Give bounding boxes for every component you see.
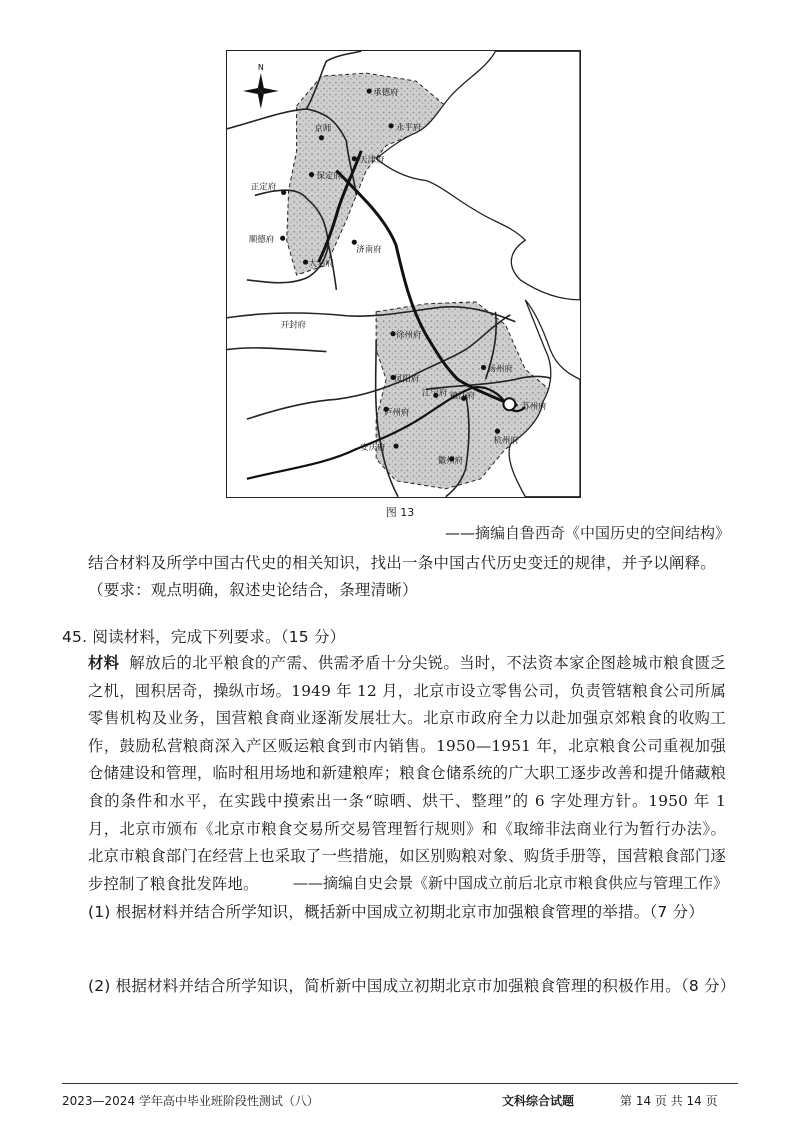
material-source: ——摘编自史会景《新中国成立前后北京市粮食供应与管理工作》 xyxy=(292,874,728,892)
figure-source: ——摘编自鲁西奇《中国历史的空间结构》 xyxy=(444,524,730,542)
label-shunde: 顺德府 xyxy=(248,234,275,245)
footer-exam-title: 2023—2024 学年高中毕业班阶段性测试（八） xyxy=(62,1094,319,1108)
figure-caption: 图 13 xyxy=(385,506,415,519)
compass-icon xyxy=(243,63,279,109)
q44-prompt: 结合材料及所学中国古代史的相关知识，找出一条中国古代历史变迁的规律，并予以阐释。（要求：观点明确，叙述史论结合，条理清晰） xyxy=(88,554,717,599)
label-yongping: 永平府 xyxy=(396,121,422,132)
label-zhenjiang: 镇江府 xyxy=(449,390,476,401)
map-svg xyxy=(227,51,580,497)
label-tianjin: 天津府 xyxy=(359,154,385,165)
taihu-lake xyxy=(503,398,515,410)
sub-question-1: (1) 根据材料并结合所学知识，概括新中国成立初期北京市加强粮食管理的举措。（7 分） xyxy=(88,903,705,921)
sub-question-2: (2) 根据材料并结合所学知识，简析新中国成立初期北京市加强粮食管理的积极作用。（8 分） xyxy=(88,977,736,995)
label-huizhou: 徽州府 xyxy=(437,454,464,465)
q45-header: 45. 阅读材料，完成下列要求。（15 分） xyxy=(62,628,346,646)
label-hangzhou: 杭州府 xyxy=(493,435,519,446)
label-baoding: 保定府 xyxy=(316,170,342,181)
historical-map xyxy=(226,50,581,498)
material-text: 解放后的北平粮食的产需、供需矛盾十分尖锐。当时，不法资本家企图趁城市粮食匮乏之机，囤积居奇，操纵市场。1949 年 12 月，北京市设立零售公司，负责管辖粮食公司所属零售机构及业务，国营粮食商业逐渐发展壮大。北京市政府全力以赴加强京郊粮食的收购工作，鼓励私营粮商深入产区贩运粮食到市内销售。1950—1951 年，北京粮食公司重视加强仓储建设和管理，临时租用场地和新建粮库；粮食仓储系统的广大职工逐步改善和提升储藏粮食的条件和水平，在实践中摸索出一条“晾晒、烘干、整理”的 6 字处理方针。1950 年 1 月，北京市颁布《北京市粮食交易所交易管理暂行规则》和《取缔非法商业行为暂行办法》。北京市粮食部门在经营上也采取了一些措施，如区别购粮对象、购货手册等，国营粮食部门逐步控制了粮食批发阵地。 xyxy=(88,654,726,893)
label-kaifeng: 开封府 xyxy=(280,319,307,330)
label-jinan: 济南府 xyxy=(356,244,382,255)
footer-divider xyxy=(62,1083,738,1084)
material-block xyxy=(88,650,726,898)
footer-subject: 文科综合试题 xyxy=(502,1094,575,1108)
footer-page-number: 第 14 页 共 14 页 xyxy=(620,1094,718,1108)
label-anqing: 安庆府 xyxy=(360,442,386,453)
label-chengde: 承德府 xyxy=(373,87,399,98)
label-jiangning: 江宁府 xyxy=(421,387,448,398)
label-yangzhou: 扬州府 xyxy=(487,363,513,374)
label-suzhou: 苏州府 xyxy=(521,401,547,412)
label-luzhou: 庐州府 xyxy=(384,407,410,418)
label-zhengding: 正定府 xyxy=(250,181,277,192)
label-fengyang: 凤阳府 xyxy=(394,373,420,384)
label-jing: 京师 xyxy=(314,122,332,133)
material-label: 材料 xyxy=(88,654,120,672)
label-daming: 大名府 xyxy=(308,258,334,269)
label-xuzhou: 徐州府 xyxy=(396,329,422,340)
compass-label: N xyxy=(257,63,264,73)
